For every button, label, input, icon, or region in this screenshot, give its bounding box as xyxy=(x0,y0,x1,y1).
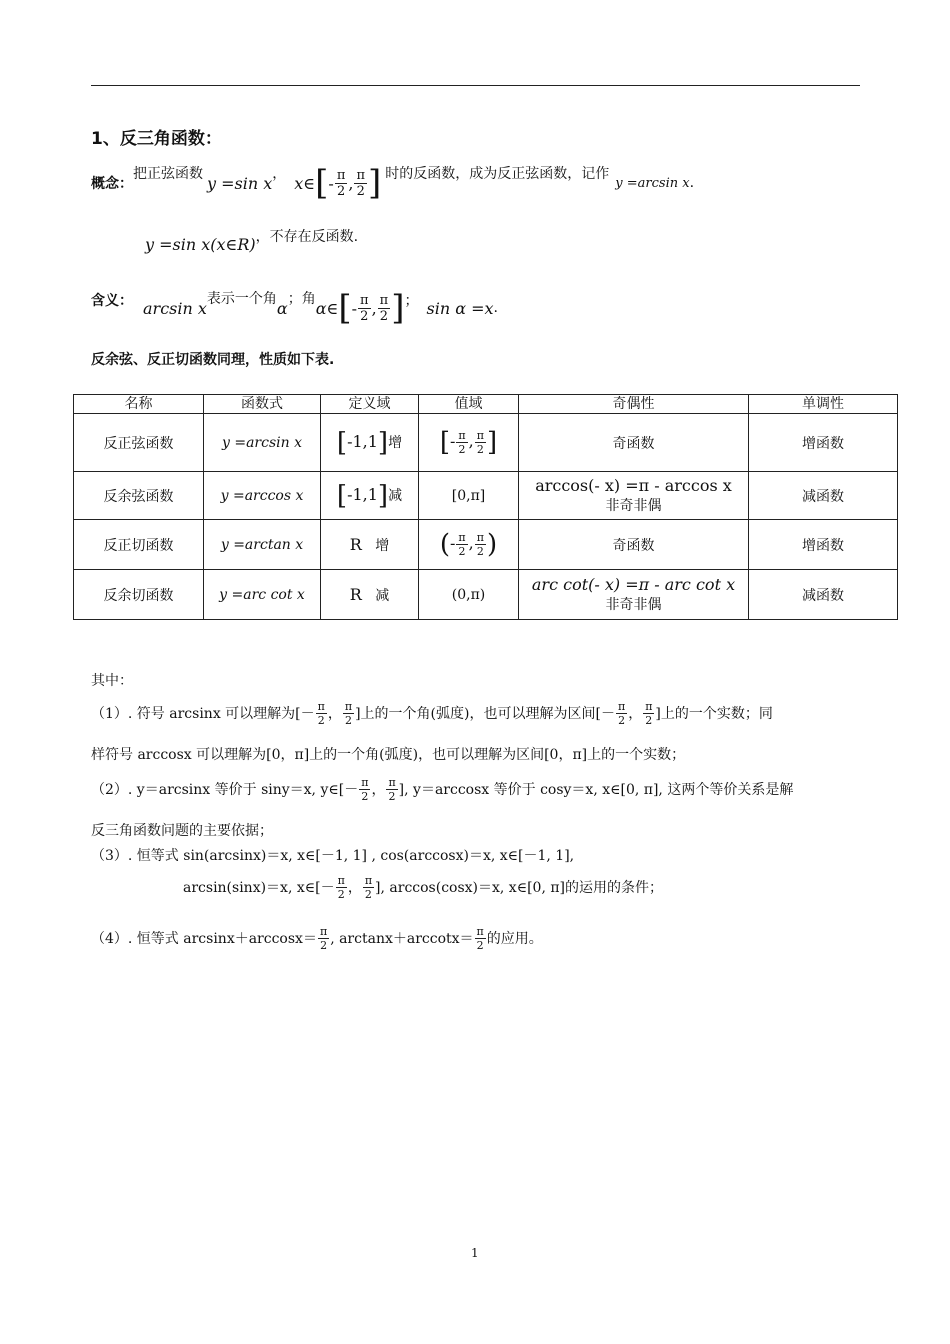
notes-intro: 其中： xyxy=(91,673,133,689)
concept-line-2 xyxy=(145,226,359,254)
fraction-neg-pi-over-2: $\frac{\pi}{2}$ xyxy=(336,167,346,199)
fraction-pi-over-2: $\frac{\pi}{2}$ xyxy=(379,292,389,324)
row-parity: 奇函数 xyxy=(519,414,749,472)
concept-end: . xyxy=(689,175,695,191)
meaning-text-2: 角 xyxy=(301,291,316,307)
row-formula: y =arccos x xyxy=(204,472,321,520)
inverse-trig-table xyxy=(73,394,898,620)
row-monotonicity: 增函数 xyxy=(749,414,898,472)
meaning-end: . xyxy=(493,300,498,316)
meaning-alpha: α xyxy=(276,298,288,318)
header-formula: 函数式 xyxy=(204,395,321,414)
note-3-line-2: arcsin(sinx)＝x, x∈[－ $\frac{\pi}{2}$ ， $\frac{\pi}{2}$ ], arccos(cosx)＝x, x∈[0, π]的运用的条件； xyxy=(183,874,664,901)
fraction-pi-over-2: $\frac{\pi}{2}$ xyxy=(356,167,366,199)
row-range: [0,π] xyxy=(419,472,519,520)
meaning-semicolon-1: ； xyxy=(287,291,302,307)
row-name: 反正弦函数 xyxy=(74,414,204,472)
header-rule xyxy=(91,85,860,86)
minus-sign: - xyxy=(328,173,334,193)
concept-line2-text: ，不存在反函数. xyxy=(255,229,359,245)
table-row xyxy=(74,472,898,520)
header-parity: 奇偶性 xyxy=(519,395,749,414)
concept-comma: ， xyxy=(272,166,287,182)
row-domain: [-1,1]增 xyxy=(321,414,419,472)
parity-identity: arccos(- x) =π - arccos x xyxy=(535,476,732,495)
row-parity xyxy=(519,472,749,520)
row-formula: y =arc cot x xyxy=(204,570,321,620)
concept-text-1: 把正弦函数 xyxy=(133,166,203,182)
row-domain: R 增 xyxy=(321,520,419,570)
page-number: 1 xyxy=(471,1246,479,1260)
note-4: （4）. 恒等式 arcsinx＋arccosx＝ $\frac{\pi}{2}$ , arctanx＋arccotx＝ $\frac{\pi}{2}$ 的应用。 xyxy=(91,925,543,952)
meaning-text-1: 表示一个角 xyxy=(206,291,277,307)
parity-word: 非奇非偶 xyxy=(605,597,662,613)
bracket-left: [ xyxy=(315,163,329,203)
section-heading: 1、反三角函数： xyxy=(91,129,222,149)
parity-identity: arc cot(- x) =π - arc cot x xyxy=(531,575,736,594)
header-name: 名称 xyxy=(74,395,204,414)
concept-domain-var: x∈ xyxy=(294,173,316,193)
concept-text-2: 时的反函数，成为反正弦函数，记作 xyxy=(385,166,610,182)
row-monotonicity: 减函数 xyxy=(749,472,898,520)
note-1-line-1: （1）. 符号 arcsinx 可以理解为[－ $\frac{\pi}{2}$ ， $\frac{\pi}{2}$ ]上的一个角(弧度)，也可以理解为区间[－ $\frac{\pi}{2}$ ， $\frac{\pi}{2}$ ]上的一个实数；同 xyxy=(91,700,773,727)
row-monotonicity: 增函数 xyxy=(749,520,898,570)
row-range: (0,π) xyxy=(419,570,519,620)
row-parity xyxy=(519,570,749,620)
meaning-expr-1: arcsin x xyxy=(143,298,207,318)
table-row xyxy=(74,570,898,620)
meaning-label: 含义： xyxy=(91,293,133,309)
row-range: [- $\frac{\pi}{2}$ , $\frac{\pi}{2}$ ] xyxy=(419,414,519,472)
concept-expr-1: y =sin x xyxy=(207,173,273,193)
meaning-semicolon-2: ； xyxy=(404,293,419,309)
row-name: 反余切函数 xyxy=(74,570,204,620)
row-formula: y =arcsin x xyxy=(204,414,321,472)
row-monotonicity: 减函数 xyxy=(749,570,898,620)
bracket-right: ] xyxy=(391,288,405,328)
fraction-neg-pi-over-2: $\frac{\pi}{2}$ xyxy=(360,292,369,324)
note-2-line-2: 反三角函数问题的主要依据； xyxy=(91,823,273,839)
meaning-expr-2: α∈ xyxy=(315,298,339,318)
row-formula: y =arctan x xyxy=(204,520,321,570)
concept-expr-2: y =arcsin x xyxy=(615,175,690,191)
concept-line2-expr: y =sin x(x∈R) xyxy=(145,234,256,254)
meaning-line: 含义： arcsin x 表示一个角 α ； 角 α∈ [ - $\frac{\pi}{2}$ , $\frac{\pi}{2}$ ] ； sin α =x . xyxy=(91,288,498,328)
concept-label: 概念： xyxy=(91,176,133,192)
bracket-left: [ xyxy=(338,288,352,328)
note-2-line-1: （2）. y＝arcsinx 等价于 siny＝x, y∈[－ $\frac{\pi}{2}$ ， $\frac{\pi}{2}$ ], y＝arccosx 等价于 cosy＝x, x∈[0, π], 这两个等价关系是解 xyxy=(91,776,794,803)
concept-line-1: 概念： 把正弦函数 y =sin x ， x∈ [ - $\frac{\pi}{2}$ , $\frac{\pi}{2}$ ] 时的反函数，成为反正弦函数，记作 y =arcsin x . xyxy=(91,163,695,203)
header-monotonicity: 单调性 xyxy=(749,395,898,414)
row-domain: [-1,1]减 xyxy=(321,472,419,520)
bracket-right: ] xyxy=(368,163,382,203)
row-domain: R 减 xyxy=(321,570,419,620)
row-name: 反余弦函数 xyxy=(74,472,204,520)
table-intro-note: 反余弦、反正切函数同理，性质如下表. xyxy=(91,352,335,368)
meaning-expr-3: sin α =x xyxy=(426,298,494,318)
row-parity: 奇函数 xyxy=(519,520,749,570)
minus-sign: - xyxy=(351,298,358,318)
row-range: (- $\frac{\pi}{2}$ , $\frac{\pi}{2}$ ) xyxy=(419,520,519,570)
table-row xyxy=(74,520,898,570)
table-header-row xyxy=(74,395,898,414)
note-3-line-1: （3）. 恒等式 sin(arcsinx)＝x, x∈[－1, 1] , cos(arccosx)＝x, x∈[－1, 1], xyxy=(91,848,575,864)
note-1-line-2: 样符号 arccosx 可以理解为[0，π]上的一个角(弧度)，也可以理解为区间[0，π]上的一个实数； xyxy=(91,747,686,763)
header-range: 值域 xyxy=(419,395,519,414)
table-row xyxy=(74,414,898,472)
parity-word: 非奇非偶 xyxy=(605,498,662,514)
row-name: 反正切函数 xyxy=(74,520,204,570)
header-domain: 定义域 xyxy=(321,395,419,414)
